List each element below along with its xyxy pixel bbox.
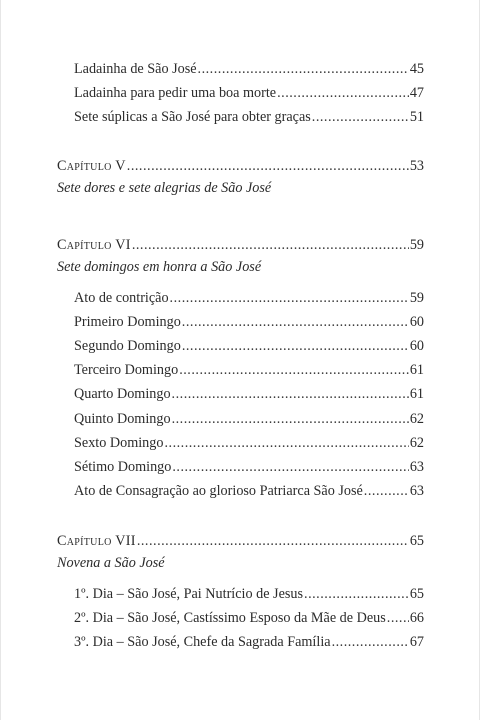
toc-entry[interactable] (74, 289, 424, 307)
toc-entry-label: 1º. Dia – São José, Pai Nutrício de Jesus (74, 586, 304, 602)
dot-leader (304, 585, 409, 603)
toc-entry-label: 3º. Dia – São José, Chefe da Sagrada Família (74, 634, 331, 650)
toc-entry[interactable] (74, 337, 424, 355)
chapter-subtitle: Novena a São José (57, 555, 165, 571)
toc-page-number: 65 (409, 533, 424, 549)
toc-entry-label: Segundo Domingo (74, 338, 181, 354)
toc-entry-label: Sétimo Domingo (74, 459, 172, 475)
dot-leader (172, 385, 409, 403)
dot-leader (332, 633, 409, 651)
toc-entry[interactable] (74, 609, 424, 627)
toc-entry-label: Ladainha para pedir uma boa morte (74, 85, 277, 101)
chapter-subtitle: Sete dores e sete alegrias de São José (57, 180, 272, 196)
toc-entry[interactable] (74, 84, 424, 102)
toc-entry-label: Ladainha de São José (74, 61, 197, 77)
dot-leader (277, 84, 409, 102)
toc-page-number: 62 (409, 411, 424, 427)
toc-entry-label: 2º. Dia – São José, Castíssimo Esposo da Mãe de Deus (74, 610, 386, 626)
toc-entry-label: Ato de contrição (74, 290, 169, 306)
toc-page-number: 67 (409, 634, 424, 650)
toc-entry-label: Sete súplicas a São José para obter graças (74, 109, 311, 125)
toc-entry[interactable] (74, 434, 424, 452)
toc-page-number: 62 (409, 435, 424, 451)
dot-leader (198, 60, 409, 78)
toc-entry-label: Quinto Domingo (74, 411, 171, 427)
toc-entry[interactable] (74, 385, 424, 403)
toc-entry[interactable] (74, 458, 424, 476)
toc-page-number: 45 (409, 61, 424, 77)
toc-entry[interactable] (74, 410, 424, 428)
toc-page-number: 47 (409, 85, 424, 101)
toc-entry[interactable] (74, 482, 424, 500)
toc-chapter-heading[interactable] (57, 157, 424, 175)
dot-leader (172, 410, 409, 428)
dot-leader (364, 482, 409, 500)
toc-entry-label: Ato de Consagração ao glorioso Patriarca São José (74, 483, 363, 499)
toc-page-number: 53 (409, 158, 424, 174)
toc-entry[interactable] (74, 633, 424, 651)
dot-leader (164, 434, 408, 452)
toc-entry[interactable] (74, 108, 424, 126)
toc-entry[interactable] (74, 313, 424, 331)
toc-page-number: 61 (409, 362, 424, 378)
dot-leader (179, 361, 409, 379)
toc-page-number: 66 (409, 610, 424, 626)
toc-entry[interactable] (74, 585, 424, 603)
toc-page-number: 60 (409, 314, 424, 330)
toc-page-number: 63 (409, 483, 424, 499)
dot-leader (172, 458, 408, 476)
chapter-label: Capítulo VII (57, 533, 136, 549)
dot-leader (387, 609, 409, 627)
toc-chapter-heading[interactable] (57, 532, 424, 550)
toc-chapter-heading[interactable] (57, 236, 424, 254)
toc-entry-label: Primeiro Domingo (74, 314, 181, 330)
dot-leader (170, 289, 409, 307)
toc-page-number: 51 (409, 109, 424, 125)
toc-page-number: 60 (409, 338, 424, 354)
toc-entry[interactable] (74, 361, 424, 379)
dot-leader (137, 532, 409, 550)
toc-page-number: 59 (409, 290, 424, 306)
toc-page-number: 61 (409, 386, 424, 402)
chapter-label: Capítulo V (57, 158, 126, 174)
dot-leader (132, 236, 409, 254)
chapter-subtitle: Sete domingos em honra a São José (57, 259, 262, 275)
dot-leader (182, 337, 409, 355)
toc-page-number: 59 (409, 237, 424, 253)
toc-entry-label: Terceiro Domingo (74, 362, 179, 378)
toc-entry-label: Quarto Domingo (74, 386, 171, 402)
toc-page-number: 65 (409, 586, 424, 602)
toc-page-number: 63 (409, 459, 424, 475)
toc-entry[interactable] (74, 60, 424, 78)
toc-entry-label: Sexto Domingo (74, 435, 164, 451)
dot-leader (127, 157, 409, 175)
dot-leader (182, 313, 409, 331)
chapter-label: Capítulo VI (57, 237, 131, 253)
dot-leader (312, 108, 409, 126)
